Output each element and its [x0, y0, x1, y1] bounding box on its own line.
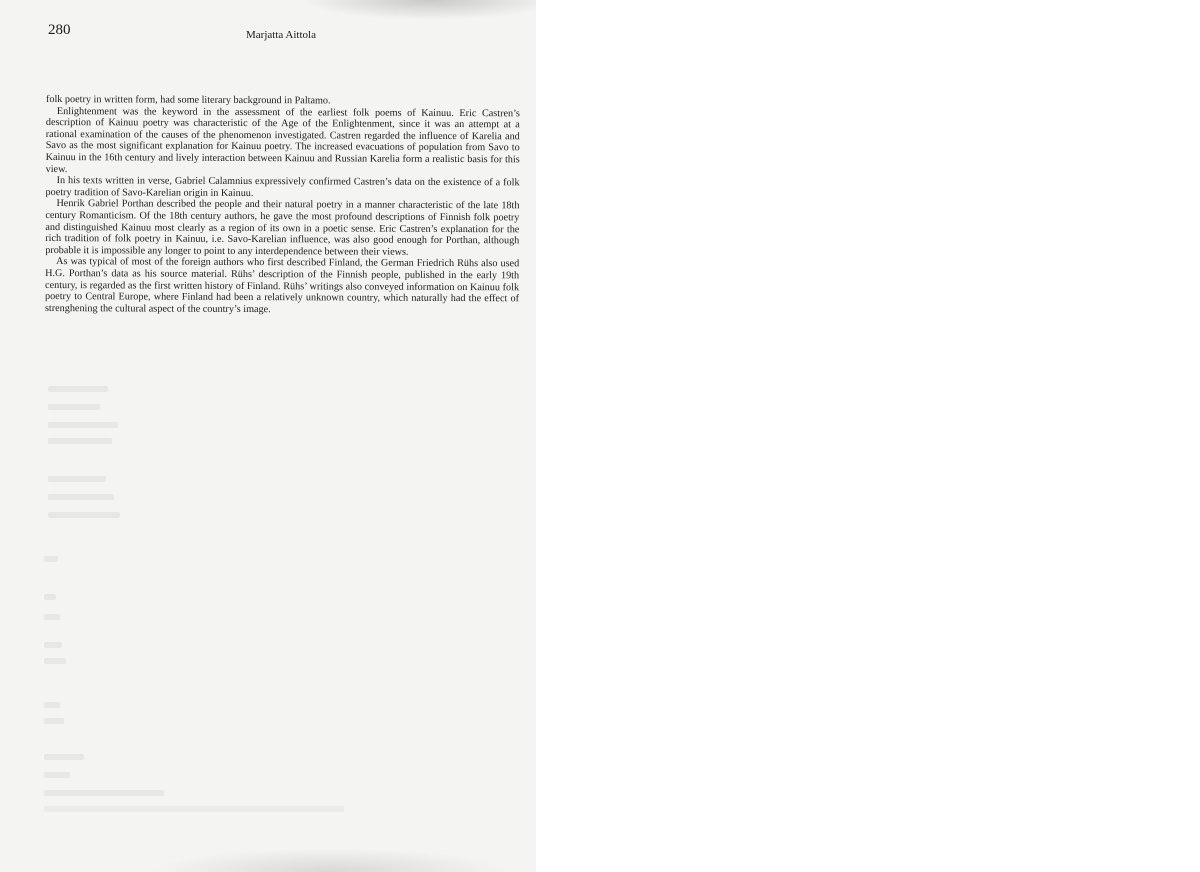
paragraph-porthan: Henrik Gabriel Porthan described the people and their natural poetry in a manner characteristic of the late 18th century Romanticism. Of the 18th century authors, he gave the most profound descriptions of Finnish folk poetry and distinguished Kainuu most clearly as a region of its own in a poetic sense. Eric Castren’s explanation for the rich tradition of folk poetry in Kainuu, i.e. Savo-Karelian influence, was also good enough for Porthan, although probable it is impossible any longer to point to any interdependence between their views.	[45, 198, 520, 258]
paragraph-enlightenment: Enlightenment was the keyword in the assessment of the earliest folk poems of Kainuu. Eric Castren’s description of Kainuu poetry was characteristic of the Age of the Enlightenment, since it was an attempt at a rational examination of the causes of the phenomenon investigated. Castren regarded the influence of Karelia and Savo as the most significant explanation for Kainuu poetry. The increased evacuations of population from Savo to Kainuu in the 16th century and lively interaction between Kainuu and Russian Karelia form a realistic basis for this view.	[45, 105, 520, 175]
blank-area	[536, 0, 1200, 872]
page-number: 280	[48, 22, 71, 38]
body-text	[45, 94, 520, 317]
scanned-page	[0, 0, 536, 872]
paragraph-continuation: folk poetry in written form, had some literary background in Paltamo.	[45, 94, 331, 107]
show-through-from-reverse-page	[44, 380, 484, 840]
paragraph-ruhs: As was typical of most of the foreign authors who first described Finland, the German Friedrich Rühs also used H.G. Porthan’s data as his source material. Rühs’ description of the Finnish people, published in the early 19th century, is regarded as the first written history of Finland. Rühs’ writings also conveyed information on Kainuu folk poetry to Central Europe, where Finland had been a relatively unknown country, which naturally had the effect of strenghening the cultural aspect of the country’s image.	[44, 256, 520, 315]
running-head-author: Marjatta Aittola	[246, 29, 316, 41]
paragraph-calamnius: In his texts written in verse, Gabriel Calamnius expressively confirmed Castren’s data on the existence of a folk poetry tradition of Savo-Karelian origin in Kainuu.	[45, 175, 520, 199]
